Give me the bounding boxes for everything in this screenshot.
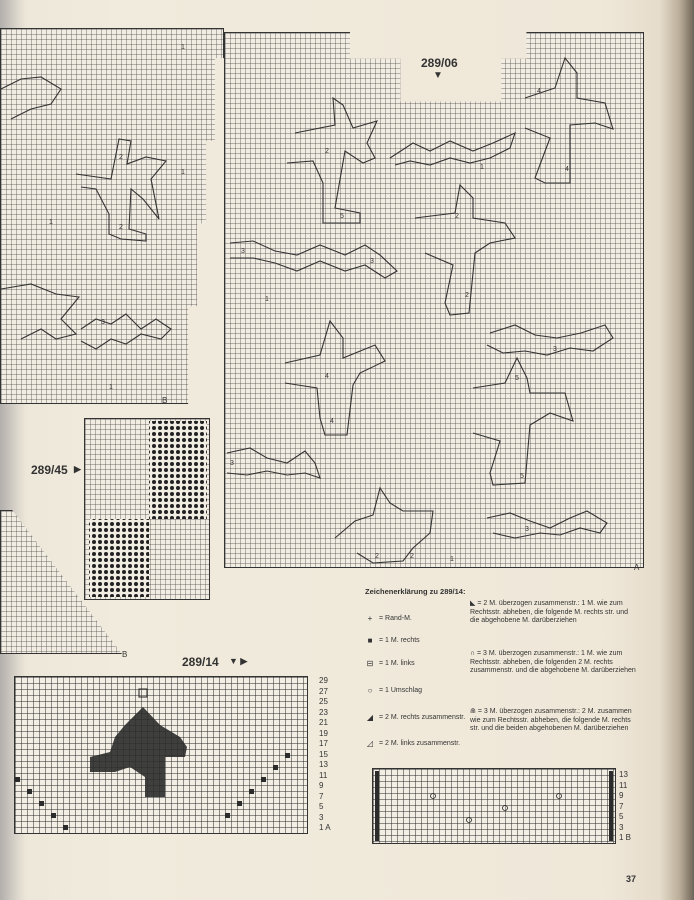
legend-desc-text: = 2 M. überzogen zusammenstr.: 1 M. wie zum Rechtsstr. abheben, die folgende M. rechts str. und die abgehobene M. darüberziehen — [470, 600, 628, 625]
label-289-45: 289/45 — [31, 463, 68, 477]
svg-text:1: 1 — [265, 296, 269, 303]
row-number: 5 — [619, 812, 624, 821]
row-number: 29 — [319, 676, 328, 685]
row-number: 13 — [319, 760, 328, 769]
svg-text:1: 1 — [49, 219, 53, 226]
filled-square-icon: ■ — [367, 636, 373, 645]
legend-desc-2 — [470, 650, 638, 676]
legend-desc-1 — [470, 600, 638, 626]
row-numbers-b — [619, 770, 649, 844]
corner-letter-b-top: B — [162, 396, 168, 405]
row-number: 7 — [319, 791, 324, 801]
svg-text:2: 2 — [375, 553, 379, 560]
row-number: 3 — [619, 822, 624, 832]
legend-text: = 2 M. links zusammenstr. — [379, 740, 461, 747]
svg-text:4: 4 — [565, 166, 569, 173]
corner-letter-a: A — [634, 563, 640, 572]
arch-icon: ∩ — [470, 650, 476, 657]
outline-triangle-icon: ◿ — [366, 739, 374, 748]
svg-text:1: 1 — [480, 164, 484, 171]
row-number: 27 — [319, 686, 328, 696]
legend-item-k2tog — [365, 713, 465, 722]
page-number: 37 — [626, 874, 637, 884]
row-number: 13 — [619, 770, 628, 779]
row-number: 9 — [619, 791, 624, 800]
legend-desc-text: = 3 M. überzogen zusammenstr.: 1 M. wie zum Rechtsstr. abheben, die folgenden 2 M. rechts zusammenstr. und die abgehobene M. darüberziehen — [470, 650, 636, 675]
svg-text:4: 4 — [537, 88, 541, 95]
legend-desc-3 — [470, 708, 638, 734]
row-number: 11 — [619, 780, 628, 790]
row-number: 3 — [319, 812, 324, 822]
svg-text:5: 5 — [340, 213, 344, 220]
chart-left-top — [0, 28, 224, 404]
legend-item-edge — [365, 614, 412, 623]
row-number: 7 — [619, 801, 624, 811]
svg-text:1: 1 — [181, 169, 185, 176]
arrow-down-icon-2: ▼ ▶ — [229, 656, 248, 666]
svg-text:3: 3 — [525, 526, 529, 533]
row-number: 17 — [319, 739, 328, 748]
svg-text:3: 3 — [553, 346, 557, 353]
row-number: 1 B — [619, 833, 632, 842]
motif-layer-main — [225, 33, 643, 567]
row-number: 9 — [319, 781, 324, 790]
legend-text: = 2 M. rechts zusammenstr. — [379, 714, 466, 721]
svg-text:2: 2 — [119, 224, 123, 231]
arrow-right-icon: ▶ — [74, 464, 81, 474]
purl-square-icon: ⊟ — [366, 659, 374, 668]
svg-text:5: 5 — [520, 473, 524, 480]
legend-text: = 1 Umschlag — [379, 687, 422, 694]
plus-icon: + — [367, 614, 373, 623]
chart-checker — [84, 418, 210, 600]
svg-text:1: 1 — [109, 384, 113, 391]
arrow-down-icon: ▼ — [433, 70, 443, 81]
legend-text: = 1 M. links — [379, 660, 415, 667]
legend-text: = Rand-M. — [379, 615, 412, 622]
svg-text:3: 3 — [101, 319, 105, 326]
svg-text:2: 2 — [119, 154, 123, 161]
svg-text:5: 5 — [515, 375, 519, 382]
dot-pattern — [85, 419, 209, 599]
motif-layer-left — [1, 29, 223, 403]
right-triangle-icon: ◢ — [366, 713, 374, 722]
row-number: 19 — [319, 728, 328, 738]
row-number: 23 — [319, 707, 328, 717]
left-triangle-icon: ◣ — [470, 600, 476, 607]
row-number: 5 — [319, 802, 324, 811]
row-number: 11 — [319, 770, 328, 780]
legend-desc-text: = 3 M. überzogen zusammenstr.: 2 M. zusammen wie zum Rechtsstr. abheben, die folgende M. rechts str. und die beiden abgehobenen M. darüberziehen — [470, 708, 632, 733]
legend-title: Zeichenerklärung zu 289/14: — [365, 587, 466, 596]
row-number: 25 — [319, 697, 328, 706]
svg-text:4: 4 — [330, 418, 334, 425]
legend-item-purl — [365, 659, 415, 668]
svg-text:2: 2 — [410, 553, 414, 560]
legend-item-knit — [365, 636, 420, 645]
svg-text:2: 2 — [465, 292, 469, 299]
svg-text:3: 3 — [370, 258, 374, 265]
corner-letter-b-triangle: B — [122, 650, 128, 659]
row-number: 1 A — [319, 823, 331, 832]
symbol-layer-b — [373, 769, 615, 843]
circle-icon: ○ — [367, 686, 373, 695]
symbol-chart-b — [372, 768, 616, 844]
legend-item-p2tog — [365, 739, 460, 748]
symbol-chart-a — [14, 676, 308, 834]
svg-text:4: 4 — [325, 373, 329, 380]
label-289-06: 289/06 — [421, 56, 458, 70]
svg-text:1: 1 — [181, 44, 185, 51]
svg-text:2: 2 — [455, 213, 459, 220]
row-number: 15 — [319, 749, 328, 759]
legend-text: = 1 M. rechts — [379, 637, 420, 644]
svg-text:3: 3 — [230, 460, 234, 467]
double-arch-icon: ⋒ — [470, 708, 476, 715]
legend-item-yarn-over — [365, 686, 422, 695]
svg-text:1: 1 — [450, 556, 454, 563]
symbol-layer-a — [15, 677, 307, 833]
row-number: 21 — [319, 718, 328, 727]
chart-main — [224, 32, 644, 568]
svg-text:2: 2 — [325, 148, 329, 155]
svg-text:3: 3 — [241, 248, 245, 255]
label-289-14: 289/14 — [182, 655, 219, 669]
row-numbers-a — [319, 676, 349, 834]
